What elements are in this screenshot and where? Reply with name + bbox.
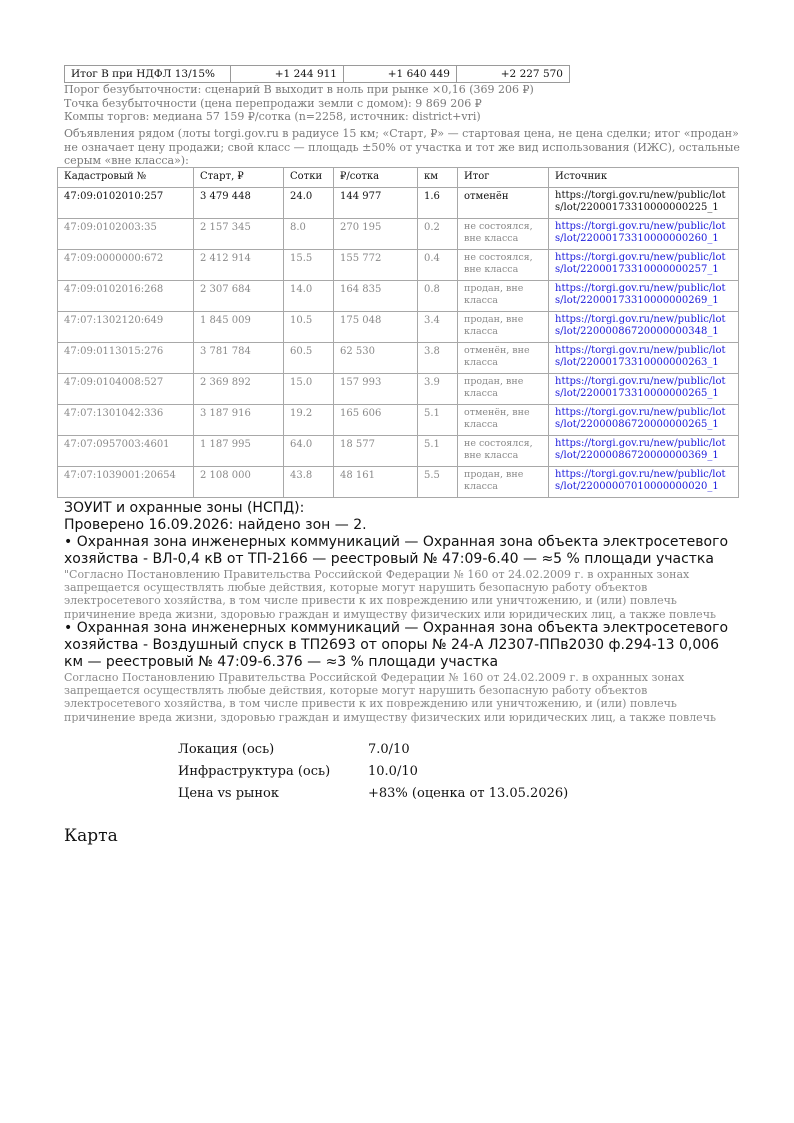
per-sotka-cell: 157 993 [334,374,418,405]
result-cell: не состоялся, вне класса [458,436,549,467]
km-cell: 5.1 [418,436,458,467]
cadastral-cell: 47:09:0102003:35 [58,219,194,250]
result-cell: не состоялся, вне класса [458,219,549,250]
sotki-cell: 24.0 [284,188,334,219]
table-row [58,467,739,498]
sotki-cell: 8.0 [284,219,334,250]
cadastral-cell: 47:09:0113015:276 [58,343,194,374]
start-price-cell: 3 479 448 [194,188,284,219]
zone-item-title: • Охранная зона инженерных коммуникаций — Охранная зона объекта электросетевого хозяйства - ВЛ-0,4 кВ от ТП-2166 — реестровый № 47:09-6.40 — ≈5 % площади участка [64,534,729,567]
listings-intro: Объявления рядом (лоты torgi.gov.ru в радиусе 15 км; «Старт, ₽» — стартовая цена, не цена сделки; итог «продан» не означает цену продажи; свой класс — площадь ±50% от участка и тот же вид использования (ИЖС), остальные серым «вне класса»): [64,127,740,167]
per-sotka-cell: 164 835 [334,281,418,312]
start-price-cell: 2 108 000 [194,467,284,498]
summary-value-1: +1 244 911 [231,66,344,83]
score-value: 10.0/10 [368,763,418,779]
per-sotka-cell: 175 048 [334,312,418,343]
cadastral-cell: 47:07:1301042:336 [58,405,194,436]
km-cell: 0.4 [418,250,458,281]
col-header-source: Источник [549,168,739,188]
source-link[interactable]: https://torgi.gov.ru/new/public/lots/lot/22000086720000000265_1 [549,405,739,436]
start-price-cell: 2 307 684 [194,281,284,312]
source-link[interactable]: https://torgi.gov.ru/new/public/lots/lot/22000173310000000269_1 [549,281,739,312]
sotki-cell: 14.0 [284,281,334,312]
sotki-cell: 64.0 [284,436,334,467]
summary-value-3: +2 227 570 [457,66,570,83]
lots-header-row [58,168,739,188]
score-value: 7.0/10 [368,741,410,757]
result-cell: продан, вне класса [458,374,549,405]
per-sotka-cell: 165 606 [334,405,418,436]
comps-note: Компы торгов: медиана 57 159 ₽/сотка (n=2258, источник: district+vri) [64,110,481,123]
sotki-cell: 10.5 [284,312,334,343]
start-price-cell: 3 781 784 [194,343,284,374]
score-label: Цена vs рынок [178,785,280,801]
score-row [178,760,568,782]
zones-heading: ЗОУИТ и охранные зоны (НСПД): [64,500,305,516]
sotki-cell: 15.0 [284,374,334,405]
result-cell: отменён, вне класса [458,343,549,374]
summary-label: Итог B при НДФЛ 13/15% [65,66,231,83]
start-price-cell: 2 412 914 [194,250,284,281]
col-header-start: Старт, ₽ [194,168,284,188]
start-price-cell: 3 187 916 [194,405,284,436]
cadastral-cell: 47:09:0102010:257 [58,188,194,219]
cadastral-cell: 47:09:0104008:527 [58,374,194,405]
lots-table [57,167,739,498]
table-row [58,312,739,343]
start-price-cell: 2 157 345 [194,219,284,250]
km-cell: 5.5 [418,467,458,498]
km-cell: 3.8 [418,343,458,374]
km-cell: 0.2 [418,219,458,250]
per-sotka-cell: 155 772 [334,250,418,281]
per-sotka-cell: 62 530 [334,343,418,374]
score-label: Локация (ось) [178,741,275,757]
start-price-cell: 1 845 009 [194,312,284,343]
score-value: +83% (оценка от 13.05.2026) [368,785,569,801]
sotki-cell: 60.5 [284,343,334,374]
zone-item-quote: "Согласно Постановлению Правительства Российской Федерации № 160 от 24.02.2009 г. в охранных зонах запрещается осуществлять любые действия, которые могут нарушить безопасную работу объектов электросетевого хозяйства, в том числе привести к их повреждению или уничтожению, и (или) повлечь причинение вреда жизни, здоровью граждан и имуществу физических или юридических лиц, а также повлечь [64,568,716,620]
map-heading: Карта [64,826,118,846]
score-label: Инфраструктура (ось) [178,763,331,779]
zone-item-quote: Согласно Постановлению Правительства Российской Федерации № 160 от 24.02.2009 г. в охранных зонах запрещается осуществлять любые действия, которые могут нарушить безопасную работу объектов электросетевого хозяйства, в том числе привести к их повреждению или уничтожению, и (или) повлечь причинение вреда жизни, здоровью граждан и имуществу физических или юридических лиц, а также повлечь [64,671,716,723]
result-cell: не состоялся, вне класса [458,250,549,281]
source-link[interactable]: https://torgi.gov.ru/new/public/lots/lot/22000173310000000257_1 [549,250,739,281]
sotki-cell: 15.5 [284,250,334,281]
source-link[interactable]: https://torgi.gov.ru/new/public/lots/lot/22000173310000000225_1 [549,188,739,219]
cadastral-cell: 47:07:0957003:4601 [58,436,194,467]
summary-row [65,66,570,83]
table-row [58,250,739,281]
table-row [58,436,739,467]
zone-item-title: • Охранная зона инженерных коммуникаций — Охранная зона объекта электросетевого хозяйства - Воздушный спуск в ТП2693 от опоры № 24-А Л2307-ППв2030 ф.294-13 0,006 км — реестровый № 47:09-6.376 — ≈3 % площади участка [64,620,729,670]
table-row [58,219,739,250]
start-price-cell: 2 369 892 [194,374,284,405]
km-cell: 0.8 [418,281,458,312]
table-row [58,405,739,436]
result-cell: продан, вне класса [458,467,549,498]
per-sotka-cell: 270 195 [334,219,418,250]
km-cell: 3.4 [418,312,458,343]
score-row [178,738,568,760]
km-cell: 3.9 [418,374,458,405]
col-header-km: км [418,168,458,188]
source-link[interactable]: https://torgi.gov.ru/new/public/lots/lot/22000173310000000263_1 [549,343,739,374]
cadastral-cell: 47:07:1039001:20654 [58,467,194,498]
table-row [58,374,739,405]
sotki-cell: 19.2 [284,405,334,436]
source-link[interactable]: https://torgi.gov.ru/new/public/lots/lot/22000173310000000260_1 [549,219,739,250]
col-header-per-sotka: ₽/сотка [334,168,418,188]
result-cell: отменён [458,188,549,219]
col-header-result: Итог [458,168,549,188]
km-cell: 5.1 [418,405,458,436]
table-row [58,343,739,374]
source-link[interactable]: https://torgi.gov.ru/new/public/lots/lot/22000086720000000369_1 [549,436,739,467]
summary-table [64,65,570,83]
per-sotka-cell: 18 577 [334,436,418,467]
per-sotka-cell: 144 977 [334,188,418,219]
table-row [58,281,739,312]
cadastral-cell: 47:07:1302120:649 [58,312,194,343]
result-cell: отменён, вне класса [458,405,549,436]
source-link[interactable]: https://torgi.gov.ru/new/public/lots/lot/22000086720000000348_1 [549,312,739,343]
result-cell: продан, вне класса [458,312,549,343]
per-sotka-cell: 48 161 [334,467,418,498]
score-row [178,782,568,804]
col-header-sotki: Сотки [284,168,334,188]
source-link[interactable]: https://torgi.gov.ru/new/public/lots/lot/22000173310000000265_1 [549,374,739,405]
scores-table [178,738,568,804]
cadastral-cell: 47:09:0000000:672 [58,250,194,281]
zones-checked-line: Проверено 16.09.2026: найдено зон — 2. [64,517,367,533]
zones-section [64,500,734,723]
result-cell: продан, вне класса [458,281,549,312]
start-price-cell: 1 187 995 [194,436,284,467]
sotki-cell: 43.8 [284,467,334,498]
source-link[interactable]: https://torgi.gov.ru/new/public/lots/lot/22000007010000000020_1 [549,467,739,498]
summary-notes [64,83,744,124]
summary-value-2: +1 640 449 [344,66,457,83]
km-cell: 1.6 [418,188,458,219]
breakeven-point-note: Точка безубыточности (цена перепродажи земли с домом): 9 869 206 ₽ [64,96,482,110]
breakeven-note: Порог безубыточности: сценарий B выходит в ноль при рынке ×0,16 (369 206 ₽) [64,83,534,96]
cadastral-cell: 47:09:0102016:268 [58,281,194,312]
col-header-cadastral: Кадастровый № [58,168,194,188]
table-row [58,188,739,219]
